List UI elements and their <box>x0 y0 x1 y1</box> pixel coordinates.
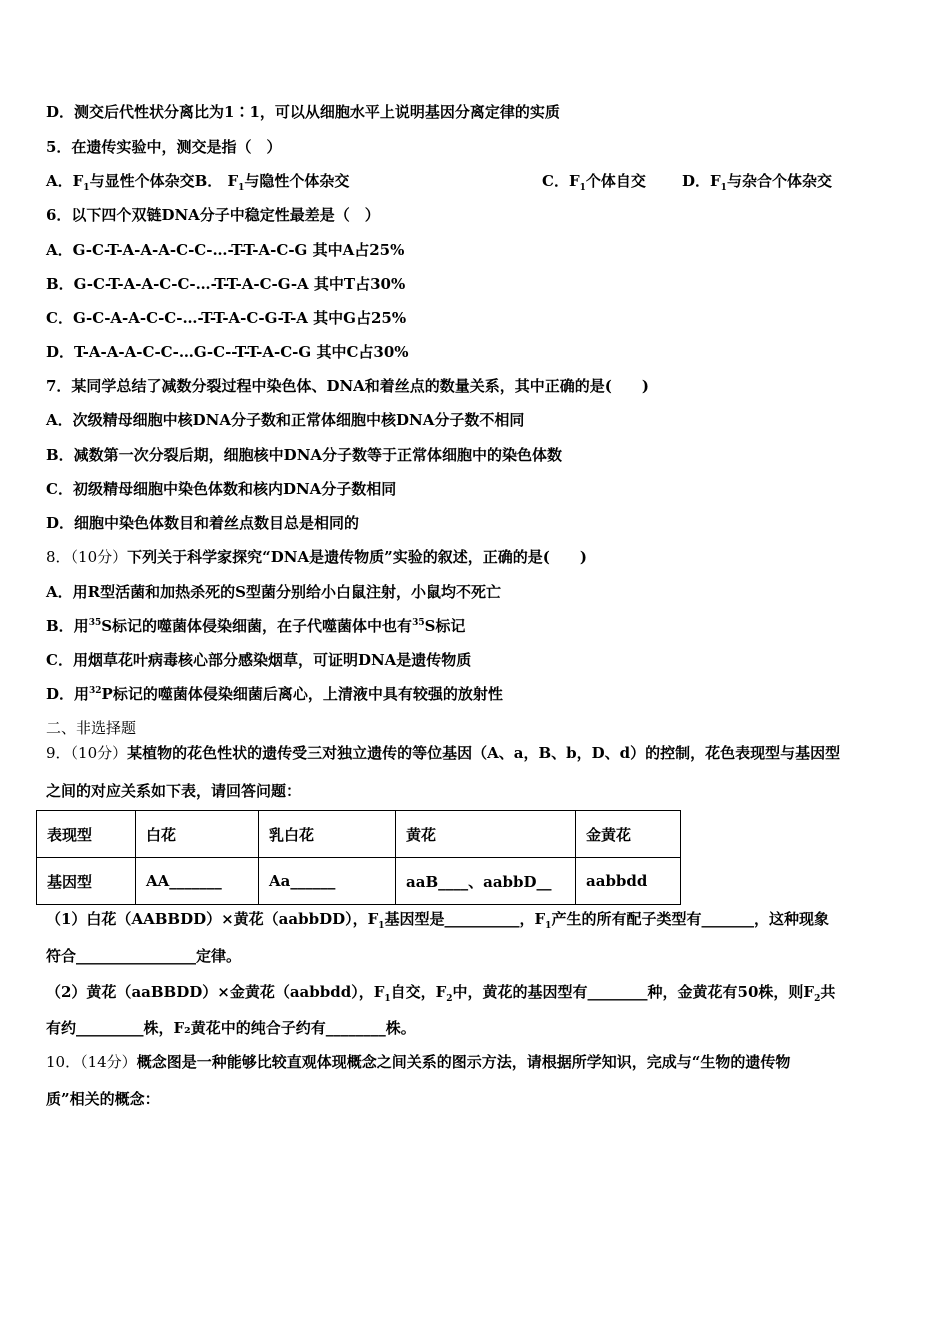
q8-option-a: A．用R型活菌和加热杀死的S型菌分别给小白鼠注射，小鼠均不死亡 <box>46 583 501 601</box>
q5-option-c: C．$F_1$个体自交 <box>542 172 646 193</box>
question-5: 5．在遗传实验中，测交是指（ ） <box>46 138 282 156</box>
table-cell: aaB____、aabbD__ <box>396 858 576 905</box>
table-row <box>37 858 681 905</box>
q4-option-d: D．测交后代性状分离比为1∶1，可以从细胞水平上说明基因分离定律的实质 <box>46 103 560 121</box>
q8-option-b: B．用$^{35}$S标记的噬菌体侵染细菌，在子代噬菌体中也有$^{35}$S标记 <box>46 617 466 635</box>
q5-option-d: D．$F_1$与杂合个体杂交 <box>682 172 832 193</box>
table-header-cell: 乳白花 <box>259 811 396 858</box>
question-10: 10．（14分）概念图是一种能够比较直观体现概念之间关系的图示方法，请根据所学知识，完成与“生物的遗传物 <box>46 1053 791 1071</box>
table-header-cell: 白花 <box>136 811 259 858</box>
question-9: 9．（10分）某植物的花色性状的遗传受三对独立遗传的等位基因（A、a，B、b，D、d）的控制，花色表现型与基因型 <box>46 744 841 762</box>
q7-option-d: D．细胞中染色体数目和着丝点数目总是相同的 <box>46 514 360 532</box>
question-6: 6．以下四个双链DNA分子中稳定性最差是（ ） <box>46 206 380 224</box>
section-2-heading: 二、非选择题 <box>46 719 137 737</box>
q6-option-b: B．G-C-T-A-A-C-C-…-T-T-A-C-G-A 其中T占30% <box>46 275 406 293</box>
q9-part-1: （1）白花（AABBDD）×黄花（aabbDD），$F_1$基因型是__________，$F_1$产生的所有配子类型有_______，这种现象 <box>46 910 829 931</box>
q9-part-2: （2）黄花（aaBBDD）×金黄花（aabbdd），$F_1$自交，$F_2$中，黄花的基因型有________种，金黄花有50株，则$F_2$共 <box>46 983 836 1004</box>
table-row <box>37 811 681 858</box>
genotype-table <box>36 810 681 905</box>
q8-option-c: C．用烟草花叶病毒核心部分感染烟草，可证明DNA是遗传物质 <box>46 651 472 669</box>
q6-option-d: D．T-A-A-A-C-C-…G-C--T-T-A-C-G 其中C占30% <box>46 343 409 361</box>
question-9-cont: 之间的对应关系如下表，请回答问题： <box>46 782 302 800</box>
question-8: 8．（10分）下列关于科学家探究“DNA是遗传物质”实验的叙述，正确的是( ) <box>46 548 587 566</box>
q5-option-a-b: A．$F_1$与显性个体杂交B． $F_1$与隐性个体杂交 <box>46 172 350 193</box>
table-cell: 基因型 <box>37 858 136 905</box>
q8-option-d: D．用$^{32}$P标记的噬菌体侵染细菌后离心，上清液中具有较强的放射性 <box>46 685 503 703</box>
q7-option-c: C．初级精母细胞中染色体数和核内DNA分子数相同 <box>46 480 397 498</box>
q8-number: 8．（10分） <box>46 548 128 566</box>
q7-option-b: B．减数第一次分裂后期，细胞核中DNA分子数等于正常体细胞中的染色体数 <box>46 446 563 464</box>
question-10-cont: 质”相关的概念： <box>46 1090 160 1108</box>
q6-option-a: A．G-C-T-A-A-A-C-C-…-T-T-A-C-G 其中A占25% <box>46 241 405 259</box>
q9-part-1-cont: 符合________________定律。 <box>46 947 242 965</box>
q6-option-c: C．G-C-A-A-C-C-…-T-T-A-C-G-T-A 其中G占25% <box>46 309 407 327</box>
q7-option-a: A．次级精母细胞中核DNA分子数和正常体细胞中核DNA分子数不相同 <box>46 411 525 429</box>
table-header-cell: 表现型 <box>37 811 136 858</box>
table-header-cell: 黄花 <box>396 811 576 858</box>
table-header-cell: 金黄花 <box>576 811 681 858</box>
q9-part-2-cont: 有约_________株，F₂黄花中的纯合子约有________株。 <box>46 1019 416 1037</box>
table-cell: Aa______ <box>259 858 396 905</box>
table-cell: aabbdd <box>576 858 681 905</box>
q9-number: 9．（10分） <box>46 744 128 762</box>
q10-number: 10．（14分） <box>46 1053 137 1071</box>
question-7: 7．某同学总结了减数分裂过程中染色体、DNA和着丝点的数量关系，其中正确的是( ) <box>46 377 649 395</box>
table-cell: AA_______ <box>136 858 259 905</box>
